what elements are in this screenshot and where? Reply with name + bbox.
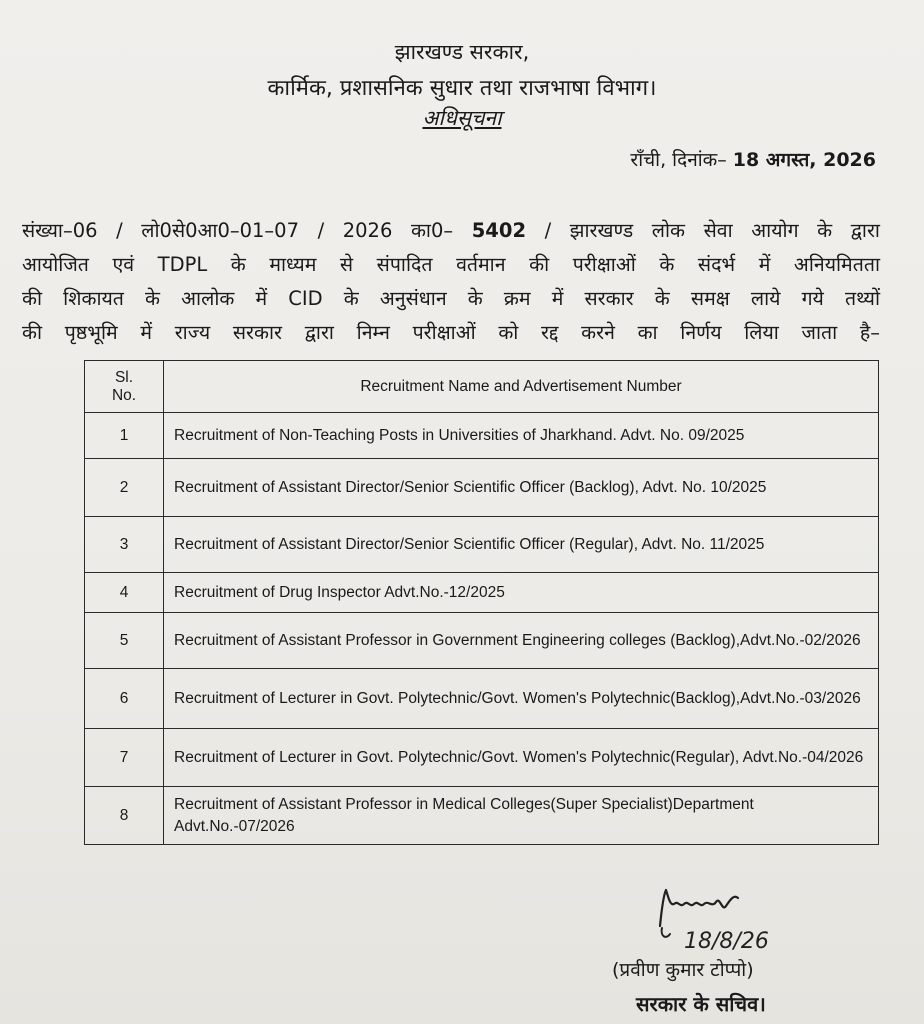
row-serial: 1 (85, 413, 164, 459)
date-prefix: राँची, दिनांक– (630, 149, 733, 171)
table-row (85, 613, 879, 669)
place-date (630, 146, 876, 172)
row-recruitment-name: Recruitment of Assistant Director/Senior Scientific Officer (Backlog), Advt. No. 10/2025 (164, 459, 879, 517)
table-row (85, 573, 879, 613)
body-line-4: की पृष्ठभूमि में राज्य सरकार द्वारा निम्न परीक्षाओं को रद्द करने का निर्णय लिया जाता है– (22, 321, 880, 344)
row-recruitment-name: Recruitment of Lecturer in Govt. Polytechnic/Govt. Women's Polytechnic(Backlog),Advt.No.-03/2026 (164, 669, 879, 729)
body-line-3: की शिकायत के आलोक में CID के अनुसंधान के क्रम में सरकार के समक्ष लाये गये तथ्यों (22, 287, 880, 310)
column-header-recruitment: Recruitment Name and Advertisement Number (164, 361, 879, 413)
handwritten-signature (654, 886, 784, 952)
row-serial: 7 (85, 729, 164, 787)
notification-body (22, 214, 880, 350)
body-line-1-rest: / झारखण्ड लोक सेवा आयोग के द्वारा (526, 219, 880, 242)
row-serial: 6 (85, 669, 164, 729)
row-recruitment-name: Recruitment of Assistant Director/Senior Scientific Officer (Regular), Advt. No. 11/2025 (164, 517, 879, 573)
row-serial: 2 (85, 459, 164, 517)
handwritten-date: 18/8/26 (684, 929, 769, 952)
row-serial: 5 (85, 613, 164, 669)
row-serial: 3 (85, 517, 164, 573)
row-serial: 8 (85, 787, 164, 845)
row-recruitment-name: Recruitment of Assistant Professor in Medical Colleges(Super Specialist)Department Advt.No.-07/2026 (164, 787, 879, 845)
table-row (85, 413, 879, 459)
table-row (85, 787, 879, 845)
notification-heading: अधिसूचना (422, 106, 502, 130)
document-title (0, 104, 924, 132)
memo-number: 5402 (471, 219, 527, 242)
column-header-sl: Sl. (114, 368, 134, 386)
body-line-2: आयोजित एवं TDPL के माध्यम से संपादित वर्तमान की परीक्षाओं के संदर्भ में अनियमितता (22, 253, 880, 276)
column-header-no: No. (111, 386, 137, 404)
table-row (85, 729, 879, 787)
table-row (85, 459, 879, 517)
body-line-1 (22, 214, 880, 248)
row-recruitment-name: Recruitment of Non-Teaching Posts in Universities of Jharkhand. Advt. No. 09/2025 (164, 413, 879, 459)
row-recruitment-name: Recruitment of Drug Inspector Advt.No.-12/2025 (164, 573, 879, 613)
department-name: कार्मिक, प्रशासनिक सुधार तथा राजभाषा विभाग। (267, 76, 657, 101)
recruitment-table (84, 360, 879, 845)
row-serial: 4 (85, 573, 164, 613)
table-row (85, 669, 879, 729)
row-recruitment-name: Recruitment of Lecturer in Govt. Polytechnic/Govt. Women's Polytechnic(Regular), Advt.No.-04/2026 (164, 729, 879, 787)
column-header-sl-no (85, 361, 164, 413)
row-recruitment-name: Recruitment of Assistant Professor in Government Engineering colleges (Backlog),Advt.No.-02/2026 (164, 613, 879, 669)
table-row (85, 517, 879, 573)
table-header-row (85, 361, 879, 413)
signatory-name: (प्रवीण कुमार टोप्पो) (612, 959, 754, 981)
reference-number: संख्या–06 / लो0से0आ0–01–07 / 2026 का0– (22, 219, 472, 242)
signatory-title: सरकार के सचिव। (636, 992, 766, 1016)
government-name: झारखण्ड सरकार, (394, 40, 530, 64)
date-value: 18 अगस्त, 2026 (732, 149, 876, 171)
